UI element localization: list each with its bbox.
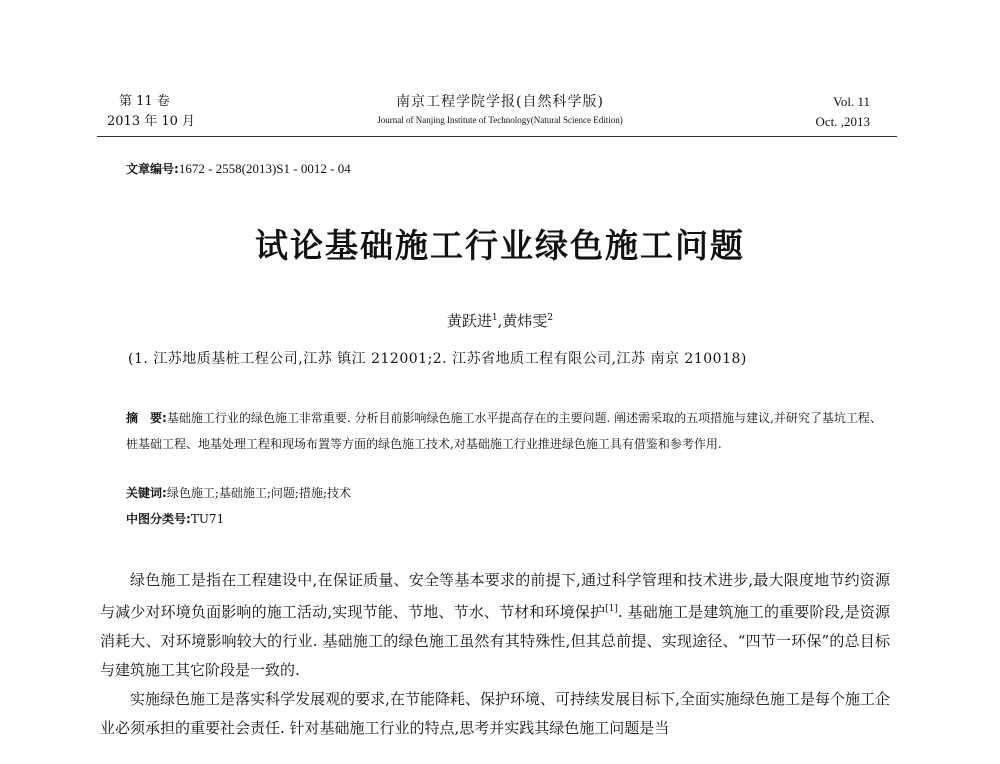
article-number-value: 1672 - 2558(2013)S1 - 0012 - 04 — [178, 161, 351, 176]
citation-ref-1[interactable]: [1] — [605, 604, 618, 614]
author-2: 黄炜雯 — [502, 312, 548, 330]
body-paragraph-2: 实施绿色施工是落实科学发展观的要求,在节能降耗、保护环境、可持续发展目标下,全面实施绿色施工是每个施工企业必须承担的重要社会责任. 针对基础施工行业的特点,思考并实践其绿色施工问题是当 — [100, 690, 890, 737]
abstract — [126, 405, 886, 457]
journal-title-en: Journal of Nanjing Institute of Technology(Natural Science Edition) — [377, 115, 623, 125]
clc-label: 中图分类号: — [126, 512, 191, 526]
paper-title: 试论基础施工行业绿色施工问题 — [255, 226, 745, 265]
keywords — [126, 484, 351, 501]
author-2-affil: 2 — [547, 313, 554, 323]
body-text — [100, 566, 890, 743]
header-journal — [300, 92, 700, 128]
abstract-text: 基础施工行业的绿色施工非常重要. 分析目前影响绿色施工水平提高存在的主要问题. 阐述需采取的五项措施与建议,并研究了基坑工程、桩基础工程、地基处理工程和现场布置等方面的绿色施工技术,对基础施工行业推进绿色施工具有借鉴和参考作用. — [126, 411, 882, 451]
header-divider — [97, 136, 897, 137]
clc-value: TU71 — [190, 512, 225, 526]
journal-title-cn: 南京工程学院学报(自然科学版) — [396, 94, 604, 110]
volume-cn: 第 11 卷 — [119, 94, 170, 109]
header-left — [107, 92, 195, 132]
keywords-text: 绿色施工;基础施工;问题;措施;技术 — [166, 486, 351, 500]
body-p1-text-b: . 基础施工是建筑施工的重要阶段,是资源消耗大、对环境影响较大的行业. 基础施工的绿色施工虽然有其特殊性,但其总前提、实现途径、“四节一环保”的总目标与建筑施工其它阶段是一致的. — [100, 603, 890, 679]
author-1-affil: 1 — [491, 313, 498, 323]
volume-en: Vol. 11 — [833, 94, 870, 109]
abstract-label: 摘 要: — [126, 411, 167, 425]
author-separator: , — [497, 312, 503, 330]
body-p1-text-a: 绿色施工是指在工程建设中,在保证质量、安全等基本要求的前提下,通过科学管理和技术进步,最大限度地节约资源与减少对环境负面影响的施工活动,实现节能、节地、节水、节材和环境保护 — [100, 571, 890, 621]
article-number-label: 文章编号: — [126, 162, 179, 176]
date-en: Oct. ,2013 — [815, 114, 870, 129]
article-number — [126, 160, 351, 177]
header-right — [815, 92, 870, 132]
keywords-label: 关键词: — [126, 486, 167, 500]
classification-number — [126, 510, 224, 527]
authors — [0, 310, 1000, 331]
body-paragraph-1 — [100, 566, 890, 685]
affiliations: (1. 江苏地质基桩工程公司,江苏 镇江 212001;2. 江苏省地质工程有限公司,江苏 南京 210018) — [128, 351, 747, 367]
date-cn: 2013 年 10 月 — [107, 114, 196, 129]
author-1: 黄跃进 — [446, 312, 492, 330]
